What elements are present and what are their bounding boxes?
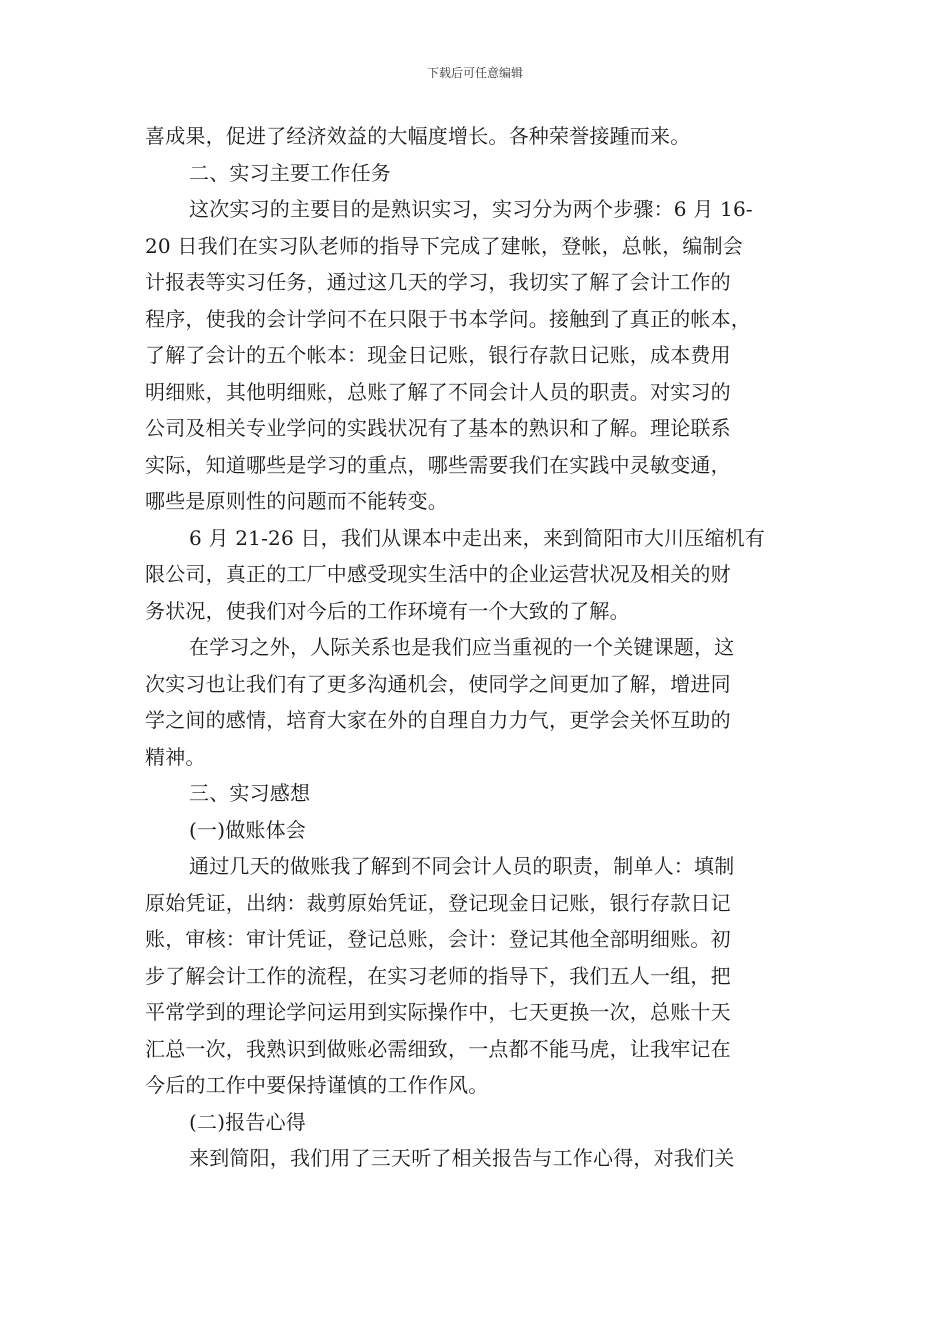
- text-line: 通过几天的做账我了解到不同会计人员的职责，制单人：填制: [189, 854, 735, 878]
- text-line: 这次实习的主要目的是熟识实习，实习分为两个步骤：6 月 16-: [189, 197, 753, 221]
- text-line: 在学习之外，人际关系也是我们应当重视的一个关键课题，这: [189, 635, 735, 659]
- text-line: 来到简阳，我们用了三天听了相关报告与工作心得，对我们关: [189, 1146, 735, 1170]
- text-line: 三、实习感想: [189, 781, 311, 805]
- text-line: 二、实习主要工作任务: [189, 160, 391, 185]
- text-line: 了解了会计的五个帐本：现金日记账，银行存款日记账，成本费用: [145, 343, 731, 367]
- text-line: 公司及相关专业学问的实践状况有了基本的熟识和了解。理论联系: [145, 416, 731, 440]
- text-line: 6 月 21-26 日，我们从课本中走出来，来到简阳市大川压缩机有: [189, 525, 766, 550]
- text-line: 程序，使我的会计学问不在只限于书本学问。接触到了真正的帐本，: [145, 306, 751, 331]
- text-line: 平常学到的理论学问运用到实际操作中，七天更换一次，总账十天: [145, 1000, 731, 1024]
- text-line: 精神。: [145, 744, 206, 769]
- text-line: 汇总一次，我熟识到做账必需细致，一点都不能马虎，让我牢记在: [145, 1036, 731, 1061]
- text-line: 限公司，真正的工厂中感受现实生活中的企业运营状况及相关的财: [145, 562, 731, 586]
- text-line: 喜成果，促进了经济效益的大幅度增长。各种荣誉接踵而来。: [145, 124, 691, 148]
- document-body: [145, 118, 805, 1177]
- text-line: 学之间的感情，培育大家在外的自理自力力气，更学会关怀互助的: [145, 708, 731, 732]
- text-line: 明细账，其他明细账，总账了解了不同会计人员的职责。对实习的: [145, 379, 731, 404]
- page-header: 下载后可任意编辑: [426, 66, 523, 80]
- text-line: 步了解会计工作的流程，在实习老师的指导下，我们五人一组，把: [145, 963, 731, 988]
- text-line: 计报表等实习任务，通过这几天的学习，我切实了解了会计工作的: [145, 270, 731, 294]
- text-line: 次实习也让我们有了更多沟通机会，使同学之间更加了解，增进同: [145, 671, 731, 696]
- text-line: (一)做账体会: [189, 817, 307, 842]
- text-line: 原始凭证，出纳：裁剪原始凭证，登记现金日记账，银行存款日记: [145, 890, 731, 915]
- text-line: (二)报告心得: [189, 1109, 307, 1134]
- text-line: 务状况，使我们对今后的工作环境有一个大致的了解。: [145, 598, 630, 623]
- text-line: 哪些是原则性的问题而不能转变。: [145, 489, 448, 513]
- text-line: 今后的工作中要保持谨慎的工作作风。: [145, 1073, 489, 1097]
- text-line: 实际，知道哪些是学习的重点，哪些需要我们在实践中灵敏变通，: [145, 452, 731, 477]
- text-line: 20 日我们在实习队老师的指导下完成了建帐，登帐，总帐，编制会: [145, 233, 744, 258]
- text-line: 账，审核：审计凭证，登记总账，会计：登记其他全部明细账。初: [145, 927, 731, 951]
